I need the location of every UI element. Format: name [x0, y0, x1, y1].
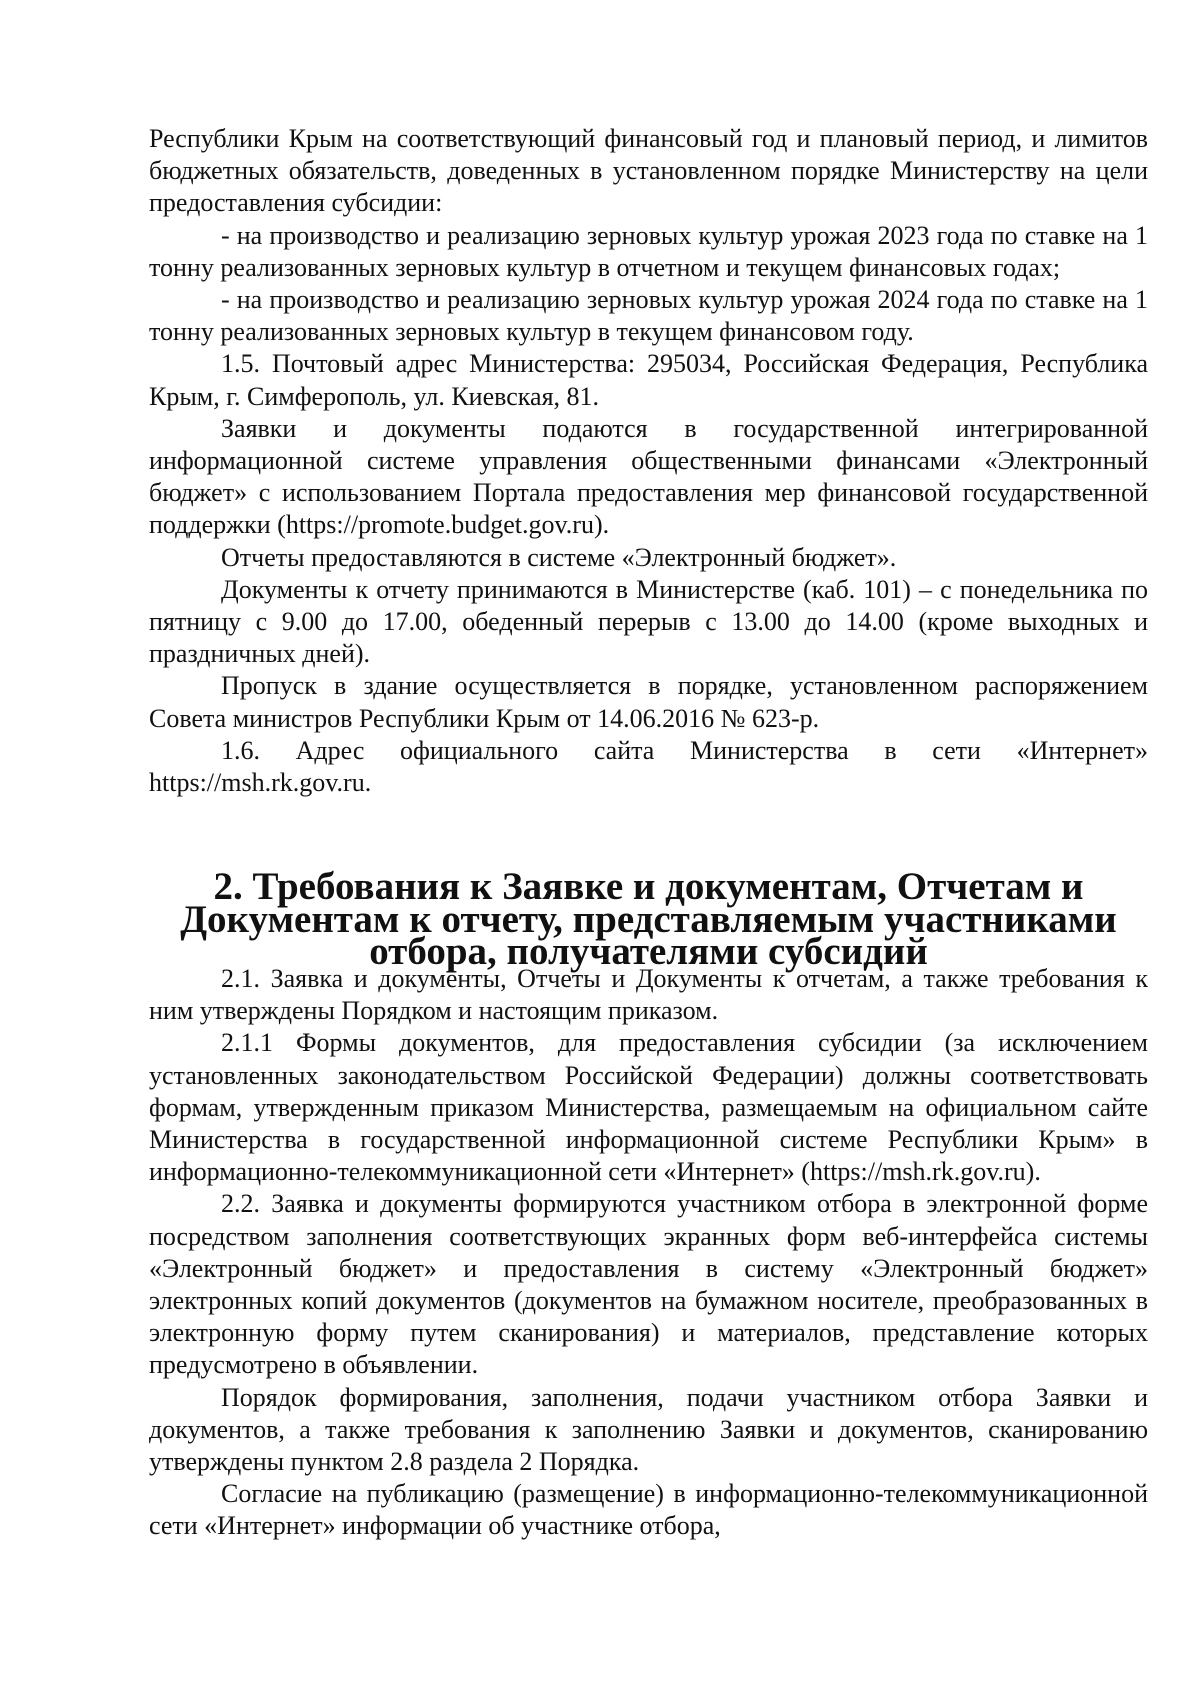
paragraph: Пропуск в здание осуществляется в порядке, установленном распоряжением Совета министров Республики Крым от 14.06.2016 № 623-р. [149, 671, 1148, 733]
paragraph: 2.2. Заявка и документы формируются участником отбора в электронной форме посредством заполнения соответствующих экранных форм веб-интерфейса системы «Электронный бюджет» и предоставления в систему «Электронный бюджет» электронных копий документов (документов на бумажном носителе, преобразованных в электронную форму путем сканирования) и материалов, представление которых предусмотрено в объявлении. [149, 1189, 1148, 1380]
body-text-bottom [149, 963, 1148, 1543]
paragraph: Порядок формирования, заполнения, подачи участником отбора Заявки и документов, а также требования к заполнению Заявки и документов, сканированию утверждены пунктом 2.8 раздела 2 Порядка. [149, 1382, 1148, 1477]
paragraph: 1.5. Почтовый адрес Министерства: 295034, Российская Федерация, Республика Крым, г. Симферополь, ул. Киевская, 81. [149, 349, 1148, 411]
paragraph: 1.6. Адрес официального сайта Министерства в сети «Интернет» https://msh.rk.gov.ru. [149, 735, 1148, 798]
paragraph: 2.1. Заявка и документы, Отчеты и Документы к отчетам, а также требования к ним утверждены Порядком и настоящим приказом. [149, 964, 1148, 1026]
paragraph: 2.1.1 Формы документов, для предоставления субсидии (за исключением установленных законодательством Российской Федерации) должны соответствовать формам, утвержденным приказом Министерства, размещаемым на официальном сайте Министерства в государственной информационной системе Республики Крым» в информационно-телекоммуникационной сети «Интернет» (https://msh.rk.gov.ru). [149, 1028, 1148, 1187]
section-heading: 2. Требования к Заявке и документам, Отчетам и Документам к отчету, представляемым участниками отбора, получателями субсидий [180, 865, 1117, 973]
paragraph: Отчеты предоставляются в системе «Электронный бюджет». [221, 542, 897, 572]
paragraph: Согласие на публикацию (размещение) в информационно-телекоммуникационной сети «Интернет» информации об участнике отбора, [149, 1479, 1148, 1541]
paragraph: Заявки и документы подаются в государственной интегрированной информационной системе управления общественными финансами «Электронный бюджет» с использованием Портала предоставления мер финансовой государственной поддержки (https://promote.budget.gov.ru). [149, 413, 1148, 540]
body-text-top [149, 123, 1148, 799]
paragraph: Документы к отчету принимаются в Министерстве (каб. 101) – с понедельника по пятницу с 9.00 до 17.00, обеденный перерыв с 13.00 до 14.00 (кроме выходных и праздничных дней). [149, 574, 1148, 669]
paragraph: - на производство и реализацию зерновых культур урожая 2024 года по ставке на 1 тонну реализованных зерновых культур в текущем финансовом году. [149, 285, 1148, 347]
paragraph: - на производство и реализацию зерновых культур урожая 2023 года по ставке на 1 тонну реализованных зерновых культур в отчетном и текущем финансовых годах; [149, 220, 1148, 282]
paragraph: Республики Крым на соответствующий финансовый год и плановый период, и лимитов бюджетных обязательств, доведенных в установленном порядке Министерству на цели предоставления субсидии: [149, 124, 1148, 218]
